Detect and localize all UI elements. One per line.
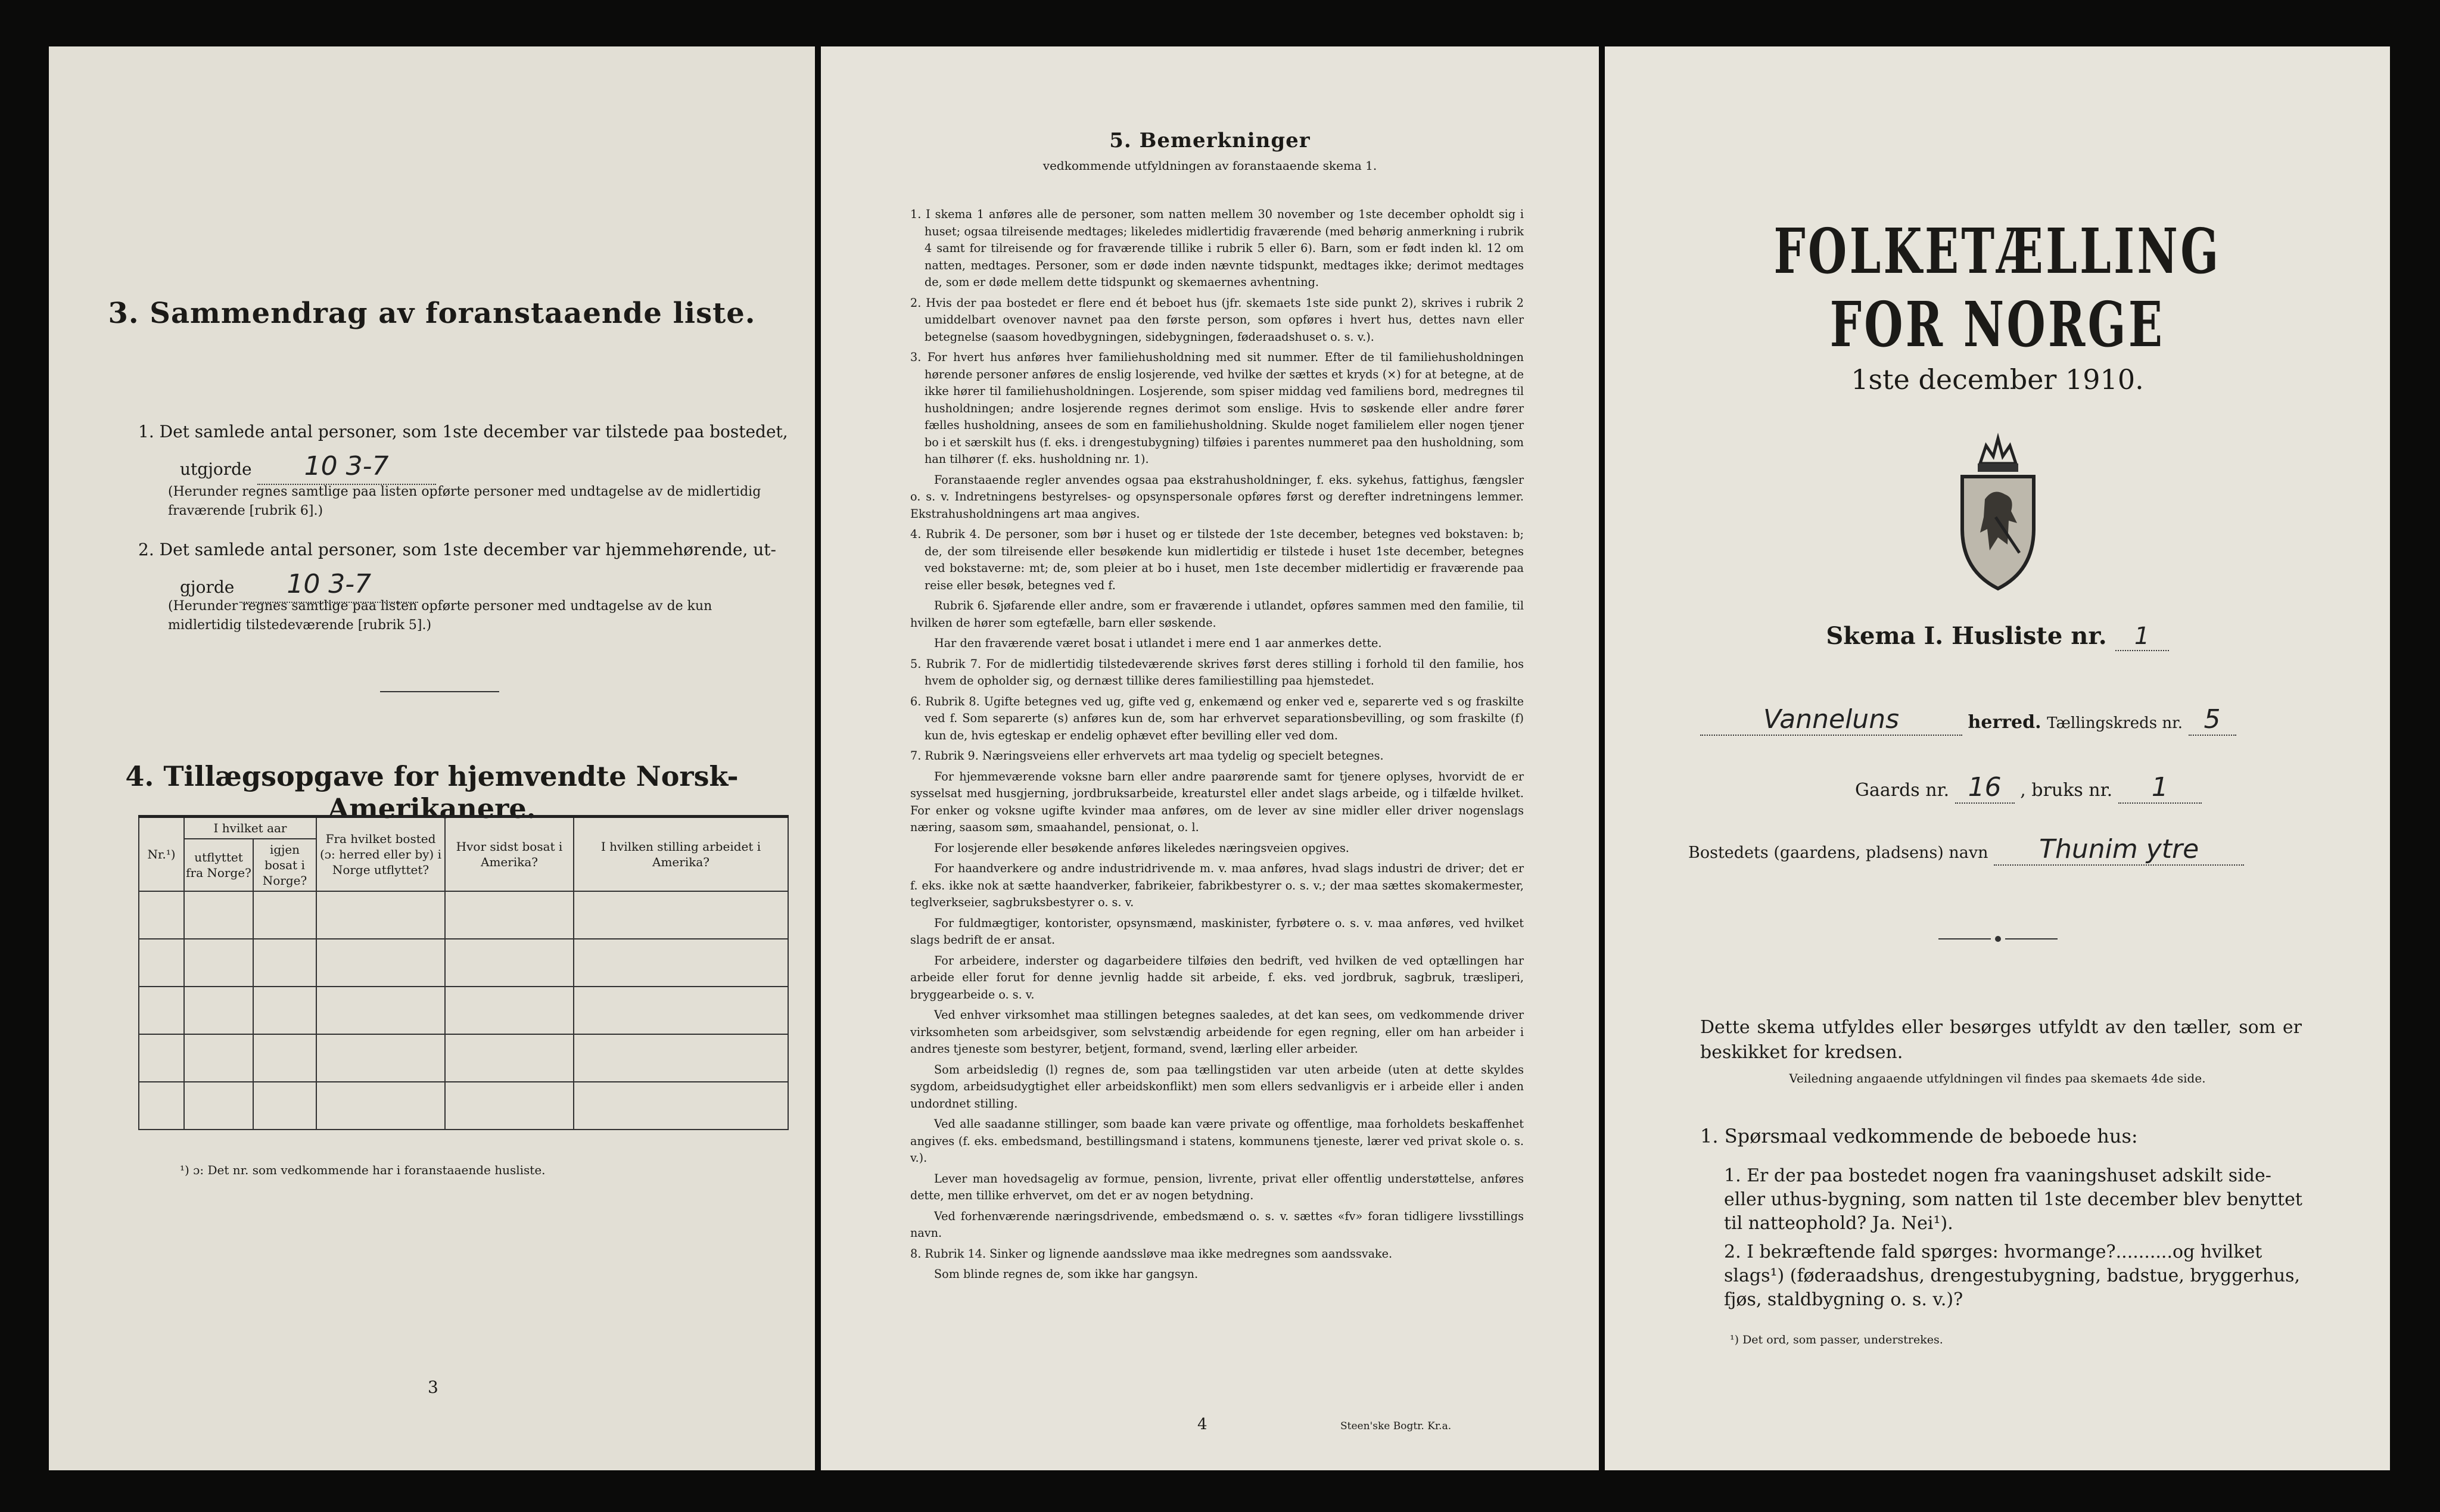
remark-paragraph: 3. For hvert hus anføres hver familiehusholdning med sit nummer. Efter de til familiehusholdningen hørende personer anføres de enslig losjerende, ved hvilke der sættes et kryds (×) for at betegne, at de ikke hører til familiehusholdningen. Losjerende, som spiser middag ved familiens bord, medregnes til husholdningen; andre losjerende regnes derimot som enslige. Hvis to søskende eller andre fører fælles husholdning, ansees de som en familiehusholdning. Skulde noget familielem eller nogen tjener bo i et særskilt hus (f. eks. i drengestubygning) tilføies i parentes nummeret paa den husholdning, som han tilhører (f. eks. husholdning nr. 1). <box>910 350 1524 466</box>
remark-paragraph: For fuldmægtiger, kontorister, opsynsmænd, maskinister, fyrbøtere o. s. v. maa anføres, ved hvilket slags bedrift de er ansat. <box>910 916 1524 947</box>
kreds-nr: 5 <box>2189 704 2236 736</box>
table-cell <box>184 1034 253 1082</box>
table-cell <box>316 1082 445 1130</box>
table-cell <box>316 987 445 1034</box>
bosted-name: Thunim ytre <box>1994 834 2244 866</box>
kreds-label: Tællingskreds nr. <box>2047 714 2183 732</box>
question-heading: 1. Spørsmaal vedkommende de beboede hus: <box>1700 1125 2138 1147</box>
remarks-list <box>910 206 1524 1287</box>
middle-page <box>821 46 1599 1470</box>
table-cell <box>184 891 253 939</box>
gaards-label: Gaards nr. <box>1855 780 1950 801</box>
left-page <box>49 46 815 1470</box>
summary-item-2-handwriting: 10 3-7 <box>239 567 418 603</box>
remark-paragraph: For hjemmeværende voksne barn eller andre paarørende samt for tjenere oplyses, hvorvidt de er sysselsat med husgjerning, jordbruksarbeide, kreaturstel eller andet slags arbeide, og i tilfælde hvilket. For enker og voksne ugifte kvinder maa anføres, om de lever av sine midler eller driver nogenslags næring, saasom søm, smaahandel, pensionat, o. l. <box>910 769 1524 834</box>
remark-paragraph: 2. Hvis der paa bostedet er flere end ét beboet hus (jfr. skemaets 1ste side punkt 2), skrives i rubrik 2 umiddelbart ovenover navnet paa den første person, som opføres i hvert hus, dettes navn eller betegnelse (saasom hovedbygningen, sidebygningen, føderaadshuset o. s. v.). <box>910 295 1524 344</box>
table-cell <box>445 939 574 987</box>
section4-title: 4. Tillægsopgave for hjemvendte Norsk-Amerikanere. <box>125 760 739 825</box>
remark-paragraph: Ved enhver virksomhet maa stillingen betegnes saaledes, at det kan sees, om vedkommende driver virksomheten som arbeidsgiver, som selvstændig arbeidende for egen regning, eller om han arbeider i andres tjeneste som bestyrer, betjent, formand, svend, lærling eller arbeider. <box>910 1008 1524 1056</box>
table-cell <box>574 1034 788 1082</box>
table-cell <box>253 987 316 1034</box>
table-row <box>139 1082 788 1130</box>
table-cell <box>184 1082 253 1130</box>
summary-item-2-prefix: gjorde <box>180 577 235 597</box>
table-row <box>139 987 788 1034</box>
table-cell <box>445 891 574 939</box>
herred-name: Vanneluns <box>1700 704 1962 736</box>
table-cell <box>574 939 788 987</box>
table-cell <box>574 1082 788 1130</box>
skema-line <box>1605 622 2390 651</box>
census-date: 1ste december 1910. <box>1851 363 2144 396</box>
table-cell <box>253 891 316 939</box>
remark-paragraph: 7. Rubrik 9. Næringsveiens eller erhvervets art maa tydelig og specielt betegnes. <box>910 749 1384 763</box>
table-row <box>139 1034 788 1082</box>
coat-of-arms-icon <box>1938 428 2058 595</box>
table-cell <box>184 987 253 1034</box>
remark-paragraph: Har den fraværende været bosat i utlandet i mere end 1 aar anmerkes dette. <box>934 636 1382 650</box>
table-cell <box>139 987 184 1034</box>
table-cell <box>253 1082 316 1130</box>
summary-item-1-prefix: utgjorde <box>180 459 252 479</box>
bruks-label: , bruks nr. <box>2020 780 2113 801</box>
remark-paragraph: 5. Rubrik 7. For de midlertidig tilstedeværende skrives først deres stilling i forhold til den familie, hos hvem de opholder sig, og dernæst tillike deres familiestilling paa hjemstedet. <box>910 657 1524 687</box>
remark-paragraph: 1. I skema 1 anføres alle de personer, som natten mellem 30 november og 1ste december opholdt sig i huset; ogsaa tilreisende medtages; likeledes midlertidig fraværende (med behørig anmerkning i rubrik 4 samt for tilreisende og for fraværende tillike i rubrik 5 eller 6). Barn, som er født inden kl. 12 om natten, medtages. Personer, som er døde inden nævnte tidspunkt, medtages ikke; derimot medtages de, som er døde mellem dette tidspunkt og skemaernes avhentning. <box>910 207 1524 289</box>
table-cell <box>316 939 445 987</box>
printer-imprint: Steen'ske Bogtr. Kr.a. <box>1340 1420 1452 1432</box>
intro-subtext: Veiledning angaaende utfyldningen vil findes paa skemaets 4de side. <box>1789 1071 2206 1085</box>
norsk-amerikanere-table <box>138 815 789 1130</box>
remark-paragraph: Foranstaaende regler anvendes ogsaa paa ekstrahusholdninger, f. eks. sykehus, fattighus, fængsler o. s. v. Indretningens bestyrelses- og opsynspersonale opføres først og derefter indretningens lemmer. Ekstrahusholdningens art maa angives. <box>910 472 1524 521</box>
table-cell <box>253 1034 316 1082</box>
remark-paragraph: Rubrik 6. Sjøfarende eller andre, som er fraværende i utlandet, opføres sammen med den familie, til hvilken de hører som egtefælle, barn eller søskende. <box>910 599 1524 630</box>
col-hvor-bosat: Hvor sidst bosat i Amerika? <box>445 817 574 892</box>
summary-item-1: 1. Det samlede antal personer, som 1ste december var tilstede paa bostedet, <box>138 422 788 441</box>
main-title: FOLKETÆLLING FOR NORGE <box>1773 214 2221 361</box>
col-group-aar: I hvilket aar <box>184 817 316 839</box>
col-igjen-bosat: igjen bosat i Norge? <box>253 839 316 891</box>
summary-item-1-value <box>180 449 835 487</box>
summary-item-2-note: (Herunder regnes samtlige paa listen opførte personer med undtagelse av de kun midlertidig tilstedeværende [rubrik 5].) <box>168 599 712 633</box>
table-cell <box>139 1082 184 1130</box>
table-row <box>139 939 788 987</box>
col-nr: Nr.¹) <box>139 817 184 892</box>
ornament-divider <box>1938 934 2058 946</box>
col-fra-bosted: Fra hvilket bosted (ɔ: herred eller by) i Norge utflyttet? <box>316 817 445 892</box>
remark-paragraph: 4. Rubrik 4. De personer, som bør i huset og er tilstede der 1ste december, betegnes ved bokstaven: b; de, der som tilreisende eller besøkende kun midlertidig er tilstede i huset 1ste december, betegnes ved bokstaverne: mt; de, som pleier at bo i huset, men 1ste december midlertidig er fraværende paa reise eller besøk, betegnes ved f. <box>910 527 1524 592</box>
table-cell <box>574 891 788 939</box>
table-cell <box>139 939 184 987</box>
table-cell <box>574 987 788 1034</box>
bosted-line <box>1688 834 2244 866</box>
remark-paragraph: Ved forhenværende næringsdrivende, embedsmænd o. s. v. sættes «fv» foran tidligere livsstillings navn. <box>910 1209 1524 1240</box>
summary-item-1-note: (Herunder regnes samtlige paa listen opførte personer med undtagelse av de midlertidig fraværende [rubrik 6].) <box>168 484 761 518</box>
remark-paragraph: For losjerende eller besøkende anføres likeledes næringsveien opgives. <box>934 841 1349 855</box>
remark-paragraph: Som blinde regnes de, som ikke har gangsyn. <box>934 1267 1199 1281</box>
table-cell <box>253 939 316 987</box>
bosted-label: Bostedets (gaardens, pladsens) navn <box>1688 844 1988 862</box>
question-1: 1. Er der paa bostedet nogen fra vaaningshuset adskilt side- eller uthus-bygning, som natten til 1ste december blev benyttet til natteophold? Ja. Nei¹). <box>1724 1165 2302 1234</box>
table-cell <box>445 987 574 1034</box>
summary-item-2: 2. Det samlede antal personer, som 1ste december var hjemmehørende, ut- <box>138 540 776 559</box>
section-divider <box>380 691 499 692</box>
gaards-line <box>1855 772 2202 804</box>
table-row <box>139 891 788 939</box>
table-cell <box>184 939 253 987</box>
summary-item-1-handwriting: 10 3-7 <box>257 449 436 485</box>
page-number-left: 3 <box>428 1377 438 1397</box>
remark-paragraph: Ved alle saadanne stillinger, som baade kan være private og offentlige, maa forholdets beskaffenhet angives (f. eks. embedsmand, bestillingsmand i statens, kommunens tjeneste, lærer ved privat skole o. s. v.). <box>910 1117 1524 1165</box>
section5-subtitle: vedkommende utfyldningen av foranstaaende skema 1. <box>1042 158 1377 173</box>
right-page <box>1605 46 2390 1470</box>
table-cell <box>139 891 184 939</box>
table-cell <box>316 1034 445 1082</box>
table-cell <box>445 1082 574 1130</box>
col-stilling: I hvilken stilling arbeidet i Amerika? <box>574 817 788 892</box>
table-footnote: ¹) ɔ: Det nr. som vedkommende har i foranstaaende husliste. <box>180 1163 546 1177</box>
remark-paragraph: For haandverkere og andre industridrivende m. v. maa anføres, hvad slags industri de driver; det er f. eks. ikke nok at sætte haandverker, fabrikeier, fabrikbestyrer o. s. v.; der maa sættes skomakermester, teglverkseier, sagbruksbestyrer o. s. v. <box>910 861 1524 909</box>
remark-paragraph: For arbeidere, inderster og dagarbeidere tilføies den bedrift, ved hvilken de ved optællingen har arbeide eller forut for denne jevnlig hadde sit arbeide, f. eks. ved jordbruk, sagbruk, træsliperi, bryggearbeide o. s. v. <box>910 953 1524 1001</box>
table-cell <box>316 891 445 939</box>
herred-line <box>1700 704 2343 736</box>
section3-title: 3. Sammendrag av foranstaaende liste. <box>108 297 756 330</box>
table-cell <box>445 1034 574 1082</box>
right-footnote: ¹) Det ord, som passer, understrekes. <box>1730 1333 1943 1346</box>
question-2: 2. I bekræftende fald spørges: hvormange?..........og hvilket slags¹) (føderaadshus, drengestubygning, badstue, bryggerhus, fjøs, staldbygning o. s. v.)? <box>1724 1242 2301 1310</box>
remark-paragraph: 6. Rubrik 8. Ugifte betegnes ved ug, gifte ved g, enkemænd og enker ved e, separerte ved s og fraskilte ved f. Som separerte (s) anføres kun de, som har erhvervet separationsbevilling, og som fraskilte (f) kun de, hvis egteskap er endelig ophævet efter bevilling eller ved dom. <box>910 694 1524 742</box>
table-cell <box>139 1034 184 1082</box>
skema-label: Skema I. Husliste nr. <box>1826 622 2107 650</box>
col-utflyttet: utflyttet fra Norge? <box>184 839 253 891</box>
page-number-middle: 4 <box>1197 1415 1207 1433</box>
bruks-nr: 1 <box>2118 772 2202 804</box>
section5-title: 5. Bemerkninger <box>1109 129 1311 153</box>
remark-paragraph: Lever man hovedsagelig av formue, pension, livrente, privat eller offentlig understøttelse, anføres dette, men tillike erhvervet, om det er av nogen betydning. <box>910 1171 1524 1202</box>
remark-paragraph: 8. Rubrik 14. Sinker og lignende aandssløve maa ikke medregnes som aandssvake. <box>910 1246 1393 1261</box>
gaards-nr: 16 <box>1955 772 2015 804</box>
remark-paragraph: Som arbeidsledig (l) regnes de, som paa tællingstiden var uten arbeide (uten at dette skyldes sygdom, arbeidsudygtighet eller arbeidskonflikt) men som ellers sedvanligvis er i arbeide eller i anden undordnet stilling. <box>910 1062 1524 1110</box>
intro-text: Dette skema utfyldes eller besørges utfyldt av den tæller, som er beskikket for kredsen. <box>1700 1017 2302 1063</box>
herred-label: herred. <box>1968 712 2041 733</box>
husliste-nr: 1 <box>2115 623 2169 651</box>
